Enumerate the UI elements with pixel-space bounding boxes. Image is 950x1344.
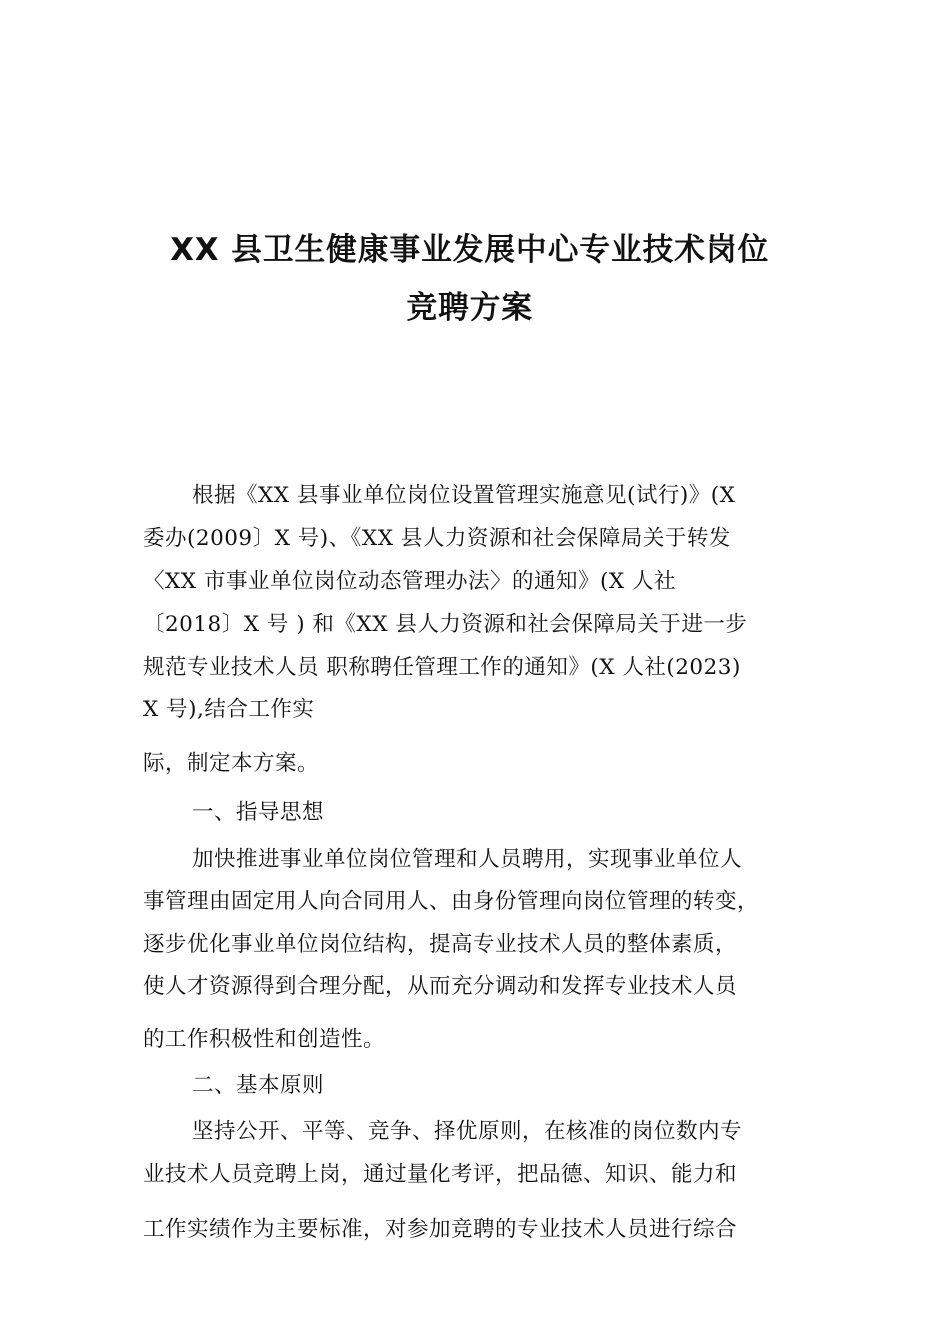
body-line: 加快推进事业单位岗位管理和人员聘用，实现事业单位人: [192, 847, 743, 872]
body-line: 的工作积极性和创造性。: [143, 1027, 386, 1052]
body-line: 委办(2009〕X 号)、《XX 县人力资源和社会保障局关于转发: [143, 526, 731, 551]
body-line: 〈XX 市事业单位岗位动态管理办法〉的通知》(X 人社: [143, 569, 676, 594]
document-title-line-1: XX 县卫生健康事业发展中心专业技术岗位: [170, 232, 770, 268]
document-title-line-2: 竞聘方案: [406, 290, 534, 326]
body-line: 业技术人员竞聘上岗，通过量化考评，把品德、知识、能力和: [143, 1162, 738, 1187]
body-line: 根据《XX 县事业单位岗位设置管理实施意见(试行)》(X: [192, 483, 736, 508]
body-line: 使人才资源得到合理分配，从而充分调动和发挥专业技术人员: [143, 974, 738, 999]
body-line: 工作实绩作为主要标准，对参加竞聘的专业技术人员进行综合: [143, 1217, 738, 1242]
section-heading: 二、基本原则: [192, 1073, 325, 1098]
body-line: 规范专业技术人员 职称聘任管理工作的通知》(X 人社(2023): [143, 655, 741, 680]
body-line: 逐步优化事业单位岗位结构，提高专业技术人员的整体素质，: [143, 932, 738, 957]
body-line: X 号),结合工作实: [143, 697, 315, 722]
body-line: 坚持公开、平等、竞争、择优原则，在核准的岗位数内专: [192, 1119, 743, 1144]
body-line: 事管理由固定用人向合同用人、由身份管理向岗位管理的转变，: [143, 889, 760, 914]
body-line: 际，制定本方案。: [143, 751, 320, 776]
body-line: 〔2018〕X 号 ) 和《XX 县人力资源和社会保障局关于进一步: [143, 612, 748, 637]
section-heading: 一、指导思想: [192, 800, 325, 825]
